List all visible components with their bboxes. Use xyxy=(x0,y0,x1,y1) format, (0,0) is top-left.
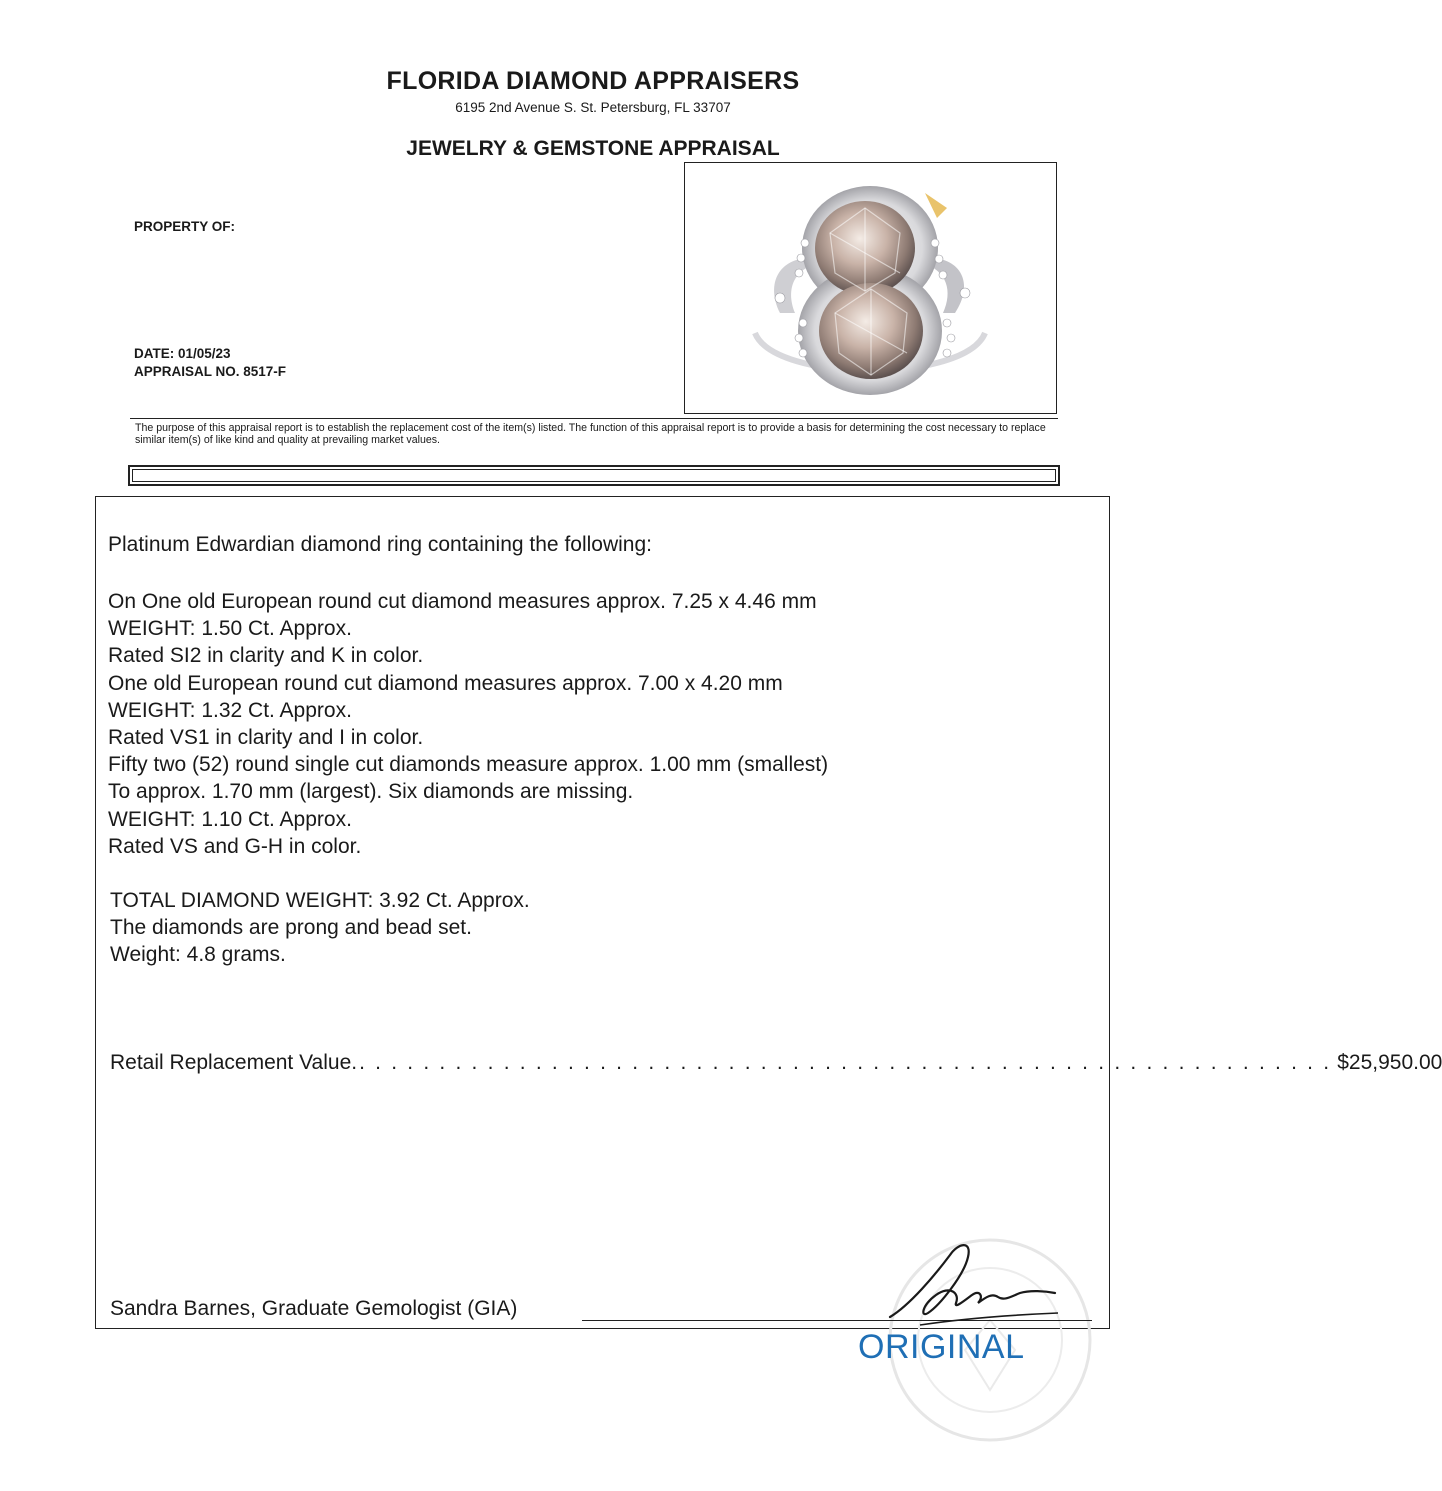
replacement-value-amount: $25,950.00 xyxy=(1337,1051,1442,1074)
original-stamp: ORIGINAL xyxy=(858,1328,1025,1366)
detail-line: On One old European round cut diamond measures approx. 7.25 x 4.46 mm xyxy=(108,590,817,613)
replacement-value-label: Retail Replacement Value. xyxy=(110,1051,358,1074)
ring-photo xyxy=(684,162,1057,414)
detail-line: Rated SI2 in clarity and K in color. xyxy=(108,644,424,668)
detail-line: WEIGHT: 1.32 Ct. Approx. xyxy=(108,698,352,722)
signatory-line: Sandra Barnes, Graduate Gemologist (GIA) xyxy=(110,1297,518,1320)
detail-line: Fifty two (52) round single cut diamonds measure approx. 1.00 mm (smallest) xyxy=(108,753,829,777)
detail-line: To approx. 1.70 mm (largest). Six diamonds are missing. xyxy=(108,780,634,804)
detail-line: Rated VS1 in clarity and I in color. xyxy=(108,726,424,750)
header-divider xyxy=(130,418,1058,419)
detail-line: One old European round cut diamond measures approx. 7.00 x 4.20 mm xyxy=(108,671,783,695)
item-intro: Platinum Edwardian diamond ring containing the following: xyxy=(108,533,652,556)
document-title: JEWELRY & GEMSTONE APPRAISAL xyxy=(406,137,780,160)
item-totals xyxy=(110,887,530,969)
purpose-statement: The purpose of this appraisal report is to establish the replacement cost of the item(s) listed. The function of this appraisal report is to provide a basis for determining the cost necessary to replace similar item(s) of like kind and quality at prevailing market values. xyxy=(135,422,1046,446)
double-rule-box xyxy=(128,465,1060,486)
total-line: Weight: 4.8 grams. xyxy=(110,943,286,967)
total-line: TOTAL DIAMOND WEIGHT: 3.92 Ct. Approx. xyxy=(110,889,530,912)
detail-line: WEIGHT: 1.50 Ct. Approx. xyxy=(108,617,352,641)
replacement-value-row xyxy=(110,1051,1442,1075)
appraisal-number: APPRAISAL NO. 8517-F xyxy=(134,364,287,379)
detail-line: Rated VS and G-H in color. xyxy=(108,834,362,858)
company-address: 6195 2nd Avenue S. St. Petersburg, FL 33707 xyxy=(455,100,731,115)
total-line: The diamonds are prong and bead set. xyxy=(110,916,472,940)
leader-dots: . . . . . . . . . . . . . . . . . . . . . . . . . . . . . . . . . . . . . . . . . . . . . . . . . . . . . . . . . . . . . xyxy=(359,1051,1332,1074)
property-of-label: PROPERTY OF: xyxy=(134,219,236,234)
item-details xyxy=(108,588,828,860)
handwritten-signature xyxy=(880,1235,1060,1325)
date-line: DATE: 01/05/23 xyxy=(134,346,231,361)
detail-line: WEIGHT: 1.10 Ct. Approx. xyxy=(108,807,352,831)
company-name: FLORIDA DIAMOND APPRAISERS xyxy=(386,67,800,95)
